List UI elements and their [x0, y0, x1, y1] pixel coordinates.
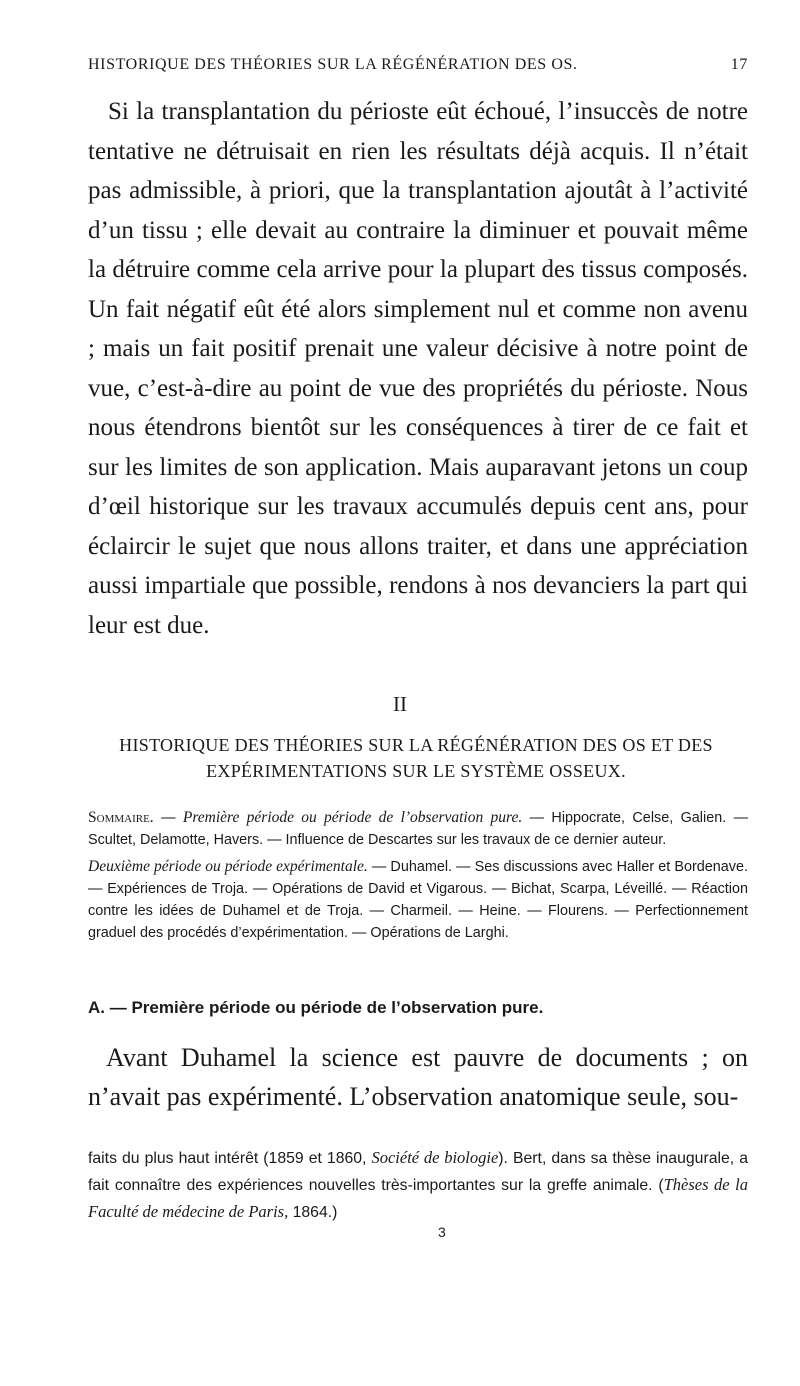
footnote [88, 1145, 748, 1226]
footnote-text-before: faits du plus haut intérêt (1859 et 1860, [88, 1150, 367, 1167]
summary-period-1-title: Première période ou période de l’observation pure. [182, 809, 523, 826]
section-title: HISTORIQUE DES THÉORIES SUR LA RÉGÉNÉRATION DES OS ET DES EXPÉRIMENTATIONS SUR LE SYSTÈME OSSEUX. [119, 735, 713, 781]
signature-mark: 3 [438, 1224, 446, 1240]
page-number: 17 [730, 56, 748, 73]
footnote-text-middle: ). Bert, dans sa thèse inaugurale, a fait connaître des expériences nouvelles très-importantes sur la greffe animale. ( [88, 1150, 748, 1194]
running-head-title: HISTORIQUE DES THÉORIES SUR LA RÉGÉNÉRATION DES OS. [88, 56, 578, 73]
footnote-theses: Thèses de la Faculté de médecine de Paris, [88, 1175, 748, 1221]
main-paragraph: Si la transplantation du périoste eût échoué, l’insuccès de notre tentative ne détruisait en rien les résultats déjà acquis. Il n’était pas admissible, à priori, que la transplantation ajoutât à l’activité d’un tissu ; elle devait au contraire la diminuer et pouvait même la détruire comme cela arrive pour la plupart des tissus composés. Un fait négatif eût été alors simplement nul et comme non avenu ; mais un fait positif prenait une valeur décisive à notre point de vue, c’est-à-dire au point de vue des propriétés du périoste. Nous nous étendrons bientôt sur les conséquences à tirer de ce fait et sur les limites de son application. Mais auparavant jetons un coup d’œil historique sur les travaux accumulés depuis cent ans, pour éclaircir le sujet que nous allons traiter, et dans une appréciation aussi impartiale que possible, rendons à nos devanciers la part qui leur est due. [88, 98, 748, 639]
summary-period-2-title: Deuxième période ou période expérimentale. [88, 858, 368, 875]
summary [88, 807, 748, 944]
footnote-source: Société de biologie [371, 1148, 499, 1167]
summary-period-2-text: — Duhamel. — Ses discussions avec Haller et Bordenave. — Expériences de Troja. — Opérations de David et Vigarous. — Bichat, Scarpa, Léveillé. — Réaction contre les idées de Duhamel et de Troja. — Charmeil. — Heine. — Flourens. — Perfectionnement graduel des procédés d’expérimentation. — Opérations de Larghi. [88, 859, 748, 941]
subheading: A. — Première période ou période de l’observation pure. [88, 998, 544, 1017]
summary-label: Sommaire. [88, 809, 154, 826]
body-paragraph: Avant Duhamel la science est pauvre de documents ; on n’avait pas expérimenté. L’observation anatomique seule, sou- [88, 1043, 748, 1111]
summary-period-1: Sommaire. — Première période ou période de l’observation pure. — Hippocrate, Celse, Galien. — Scultet, Delamotte, Havers. — Influence de Descartes sur les travaux de ce dernier auteur. [88, 809, 748, 848]
section-number: II [393, 692, 407, 716]
summary-period-2 [88, 856, 748, 944]
main-text [88, 92, 748, 645]
body-text [88, 1038, 748, 1116]
footnote-year: 1864.) [292, 1204, 338, 1221]
footnote-paragraph [88, 1145, 748, 1226]
running-head [88, 56, 748, 82]
summary-period-1-text: — Hippocrate, Celse, Galien. — Scultet, Delamotte, Havers. — Influence de Descartes sur les travaux de ce dernier auteur. [88, 810, 748, 848]
